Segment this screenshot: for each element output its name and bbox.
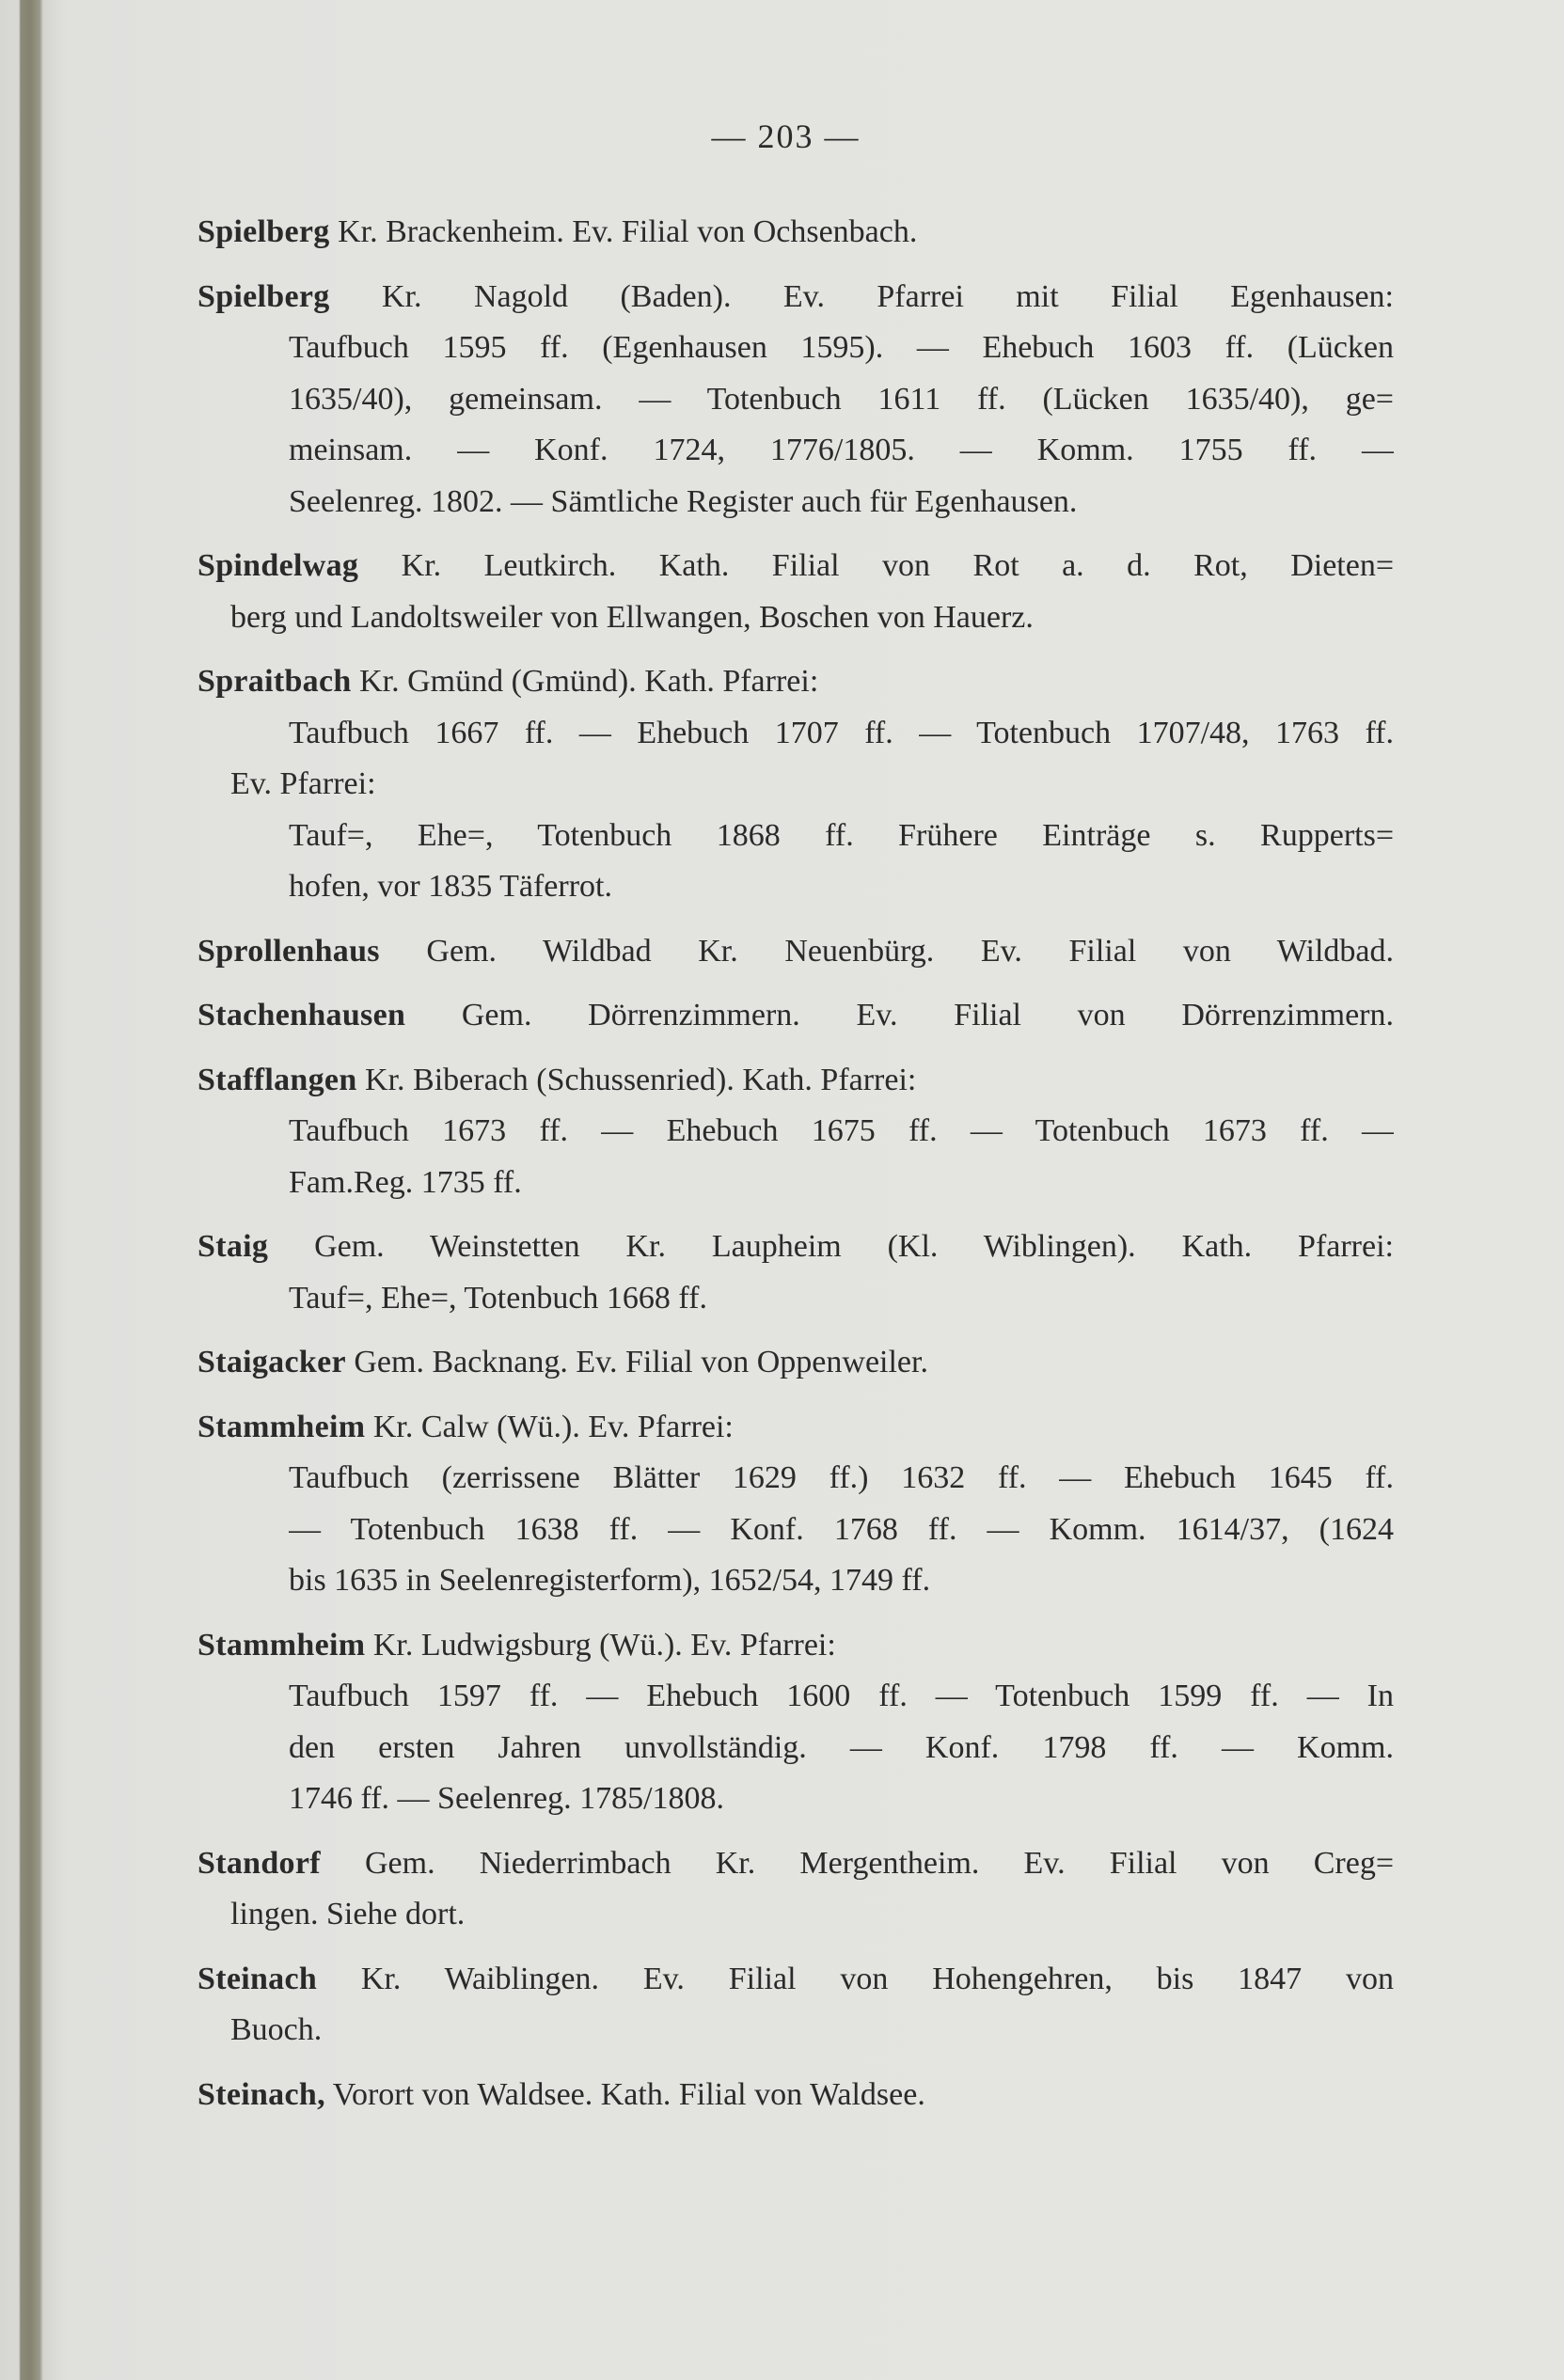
entry-line <box>230 1889 1394 1941</box>
entry-text: Kr. Ludwigsburg (Wü.). Ev. Pfarrei: <box>372 1627 836 1663</box>
entry-text: Kr. Nagold (Baden). Ev. Pfarrei mit Filial Egenhausen: <box>382 278 1394 314</box>
entry-line <box>230 759 1394 811</box>
entry-text: Tauf=, Ehe=, Totenbuch 1868 ff. Frühere Einträge s. Rupperts= <box>289 817 1394 853</box>
entry-first-line <box>197 1337 1394 1389</box>
entry-text: 1635/40), gemeinsam. — Totenbuch 1611 ff. (Lücken 1635/40), ge= <box>289 381 1394 417</box>
entry <box>197 656 1394 913</box>
entry-first-line <box>197 1222 1394 1273</box>
entry-text: Taufbuch 1595 ff. (Egenhausen 1595). — Ehebuch 1603 ff. (Lücken <box>289 330 1394 365</box>
entry <box>197 1620 1394 1825</box>
entry-text: Taufbuch 1597 ff. — Ehebuch 1600 ff. — Totenbuch 1599 ff. — In <box>289 1679 1394 1713</box>
entry-text: Kr. Brackenheim. Ev. Filial von Ochsenbach. <box>338 214 918 249</box>
entry <box>197 1402 1394 1607</box>
entry-first-line <box>197 2070 1394 2121</box>
entry <box>197 1954 1394 2057</box>
entry-line <box>289 1505 1394 1556</box>
place-name: Steinach, <box>197 2076 325 2112</box>
entry-line <box>289 1273 1394 1325</box>
entry-text: Taufbuch 1673 ff. — Ehebuch 1675 ff. — Totenbuch 1673 ff. — <box>289 1113 1394 1148</box>
page-number: — 203 — <box>711 118 861 155</box>
entry-text: meinsam. — Konf. 1724, 1776/1805. — Komm. 1755 ff. — <box>289 433 1394 467</box>
entry <box>197 1838 1394 1941</box>
entry-line <box>289 1453 1394 1505</box>
entry-line <box>289 1773 1394 1825</box>
entry-line <box>289 1158 1394 1209</box>
entry-first-line <box>197 541 1394 592</box>
entry-text: Kr. Waiblingen. Ev. Filial von Hohengehren, bis 1847 von <box>360 1961 1394 1996</box>
entry-text: Gem. Wildbad Kr. Neuenbürg. Ev. Filial von Wildbad. <box>426 933 1394 969</box>
entry-text: Gem. Weinstetten Kr. Laupheim (Kl. Wiblingen). Kath. Pfarrei: <box>314 1229 1394 1264</box>
place-name: Spielberg <box>197 214 330 249</box>
entry-text: Taufbuch 1667 ff. — Ehebuch 1707 ff. — Totenbuch 1707/48, 1763 ff. <box>289 715 1394 750</box>
entry-text: bis 1635 in Seelenregisterform), 1652/54, 1749 ff. <box>289 1563 931 1598</box>
entry-text: Gem. Dörrenzimmern. Ev. Filial von Dörrenzimmern. <box>461 998 1394 1032</box>
entry-first-line <box>197 1620 1394 1672</box>
entry-line <box>289 1671 1394 1723</box>
entry-text: Tauf=, Ehe=, Totenbuch 1668 ff. <box>289 1280 707 1316</box>
entry-text: Vorort von Waldsee. Kath. Filial von Waldsee. <box>332 2076 925 2112</box>
entry-line <box>230 592 1394 644</box>
entry-line <box>289 425 1394 477</box>
entry-text: Gem. Niederrimbach Kr. Mergentheim. Ev. Filial von Creg= <box>365 1845 1394 1881</box>
entry-first-line <box>197 656 1394 708</box>
entry <box>197 990 1394 1042</box>
entry-first-line <box>197 1402 1394 1454</box>
entry-text: Kr. Biberach (Schussenried). Kath. Pfarrei: <box>365 1062 917 1097</box>
entry-line <box>289 861 1394 913</box>
entry-text: Taufbuch (zerrissene Blätter 1629 ff.) 1632 ff. — Ehebuch 1645 ff. <box>289 1460 1394 1495</box>
entry <box>197 1337 1394 1389</box>
entry-line <box>289 374 1394 426</box>
entry-line <box>289 323 1394 374</box>
place-name: Spraitbach <box>197 664 352 699</box>
gazetteer-entries <box>197 207 1394 2134</box>
entry-text: Buoch. <box>230 2012 323 2047</box>
entry-line <box>289 1106 1394 1158</box>
place-name: Sprollenhaus <box>197 933 380 969</box>
entry-line <box>289 811 1394 862</box>
place-name: Steinach <box>197 1961 318 1996</box>
place-name: Staig <box>197 1229 269 1264</box>
place-name: Stammheim <box>197 1627 366 1663</box>
entry-line <box>289 1555 1394 1607</box>
entry-first-line <box>197 926 1394 978</box>
entry-first-line <box>197 990 1394 1042</box>
entry <box>197 207 1394 259</box>
entry <box>197 2070 1394 2121</box>
entry-text: Gem. Backnang. Ev. Filial von Oppenweiler. <box>354 1345 928 1379</box>
entry-text: Seelenreg. 1802. — Sämtliche Register auch für Egenhausen. <box>289 483 1078 519</box>
entry-line <box>289 708 1394 760</box>
place-name: Staigacker <box>197 1345 346 1379</box>
entry-text: den ersten Jahren unvollständig. — Konf. 1798 ff. — Komm. <box>289 1729 1394 1765</box>
entry-text: Kr. Calw (Wü.). Ev. Pfarrei: <box>372 1409 734 1444</box>
entry-first-line <box>197 1954 1394 2006</box>
entry-text: lingen. Siehe dort. <box>230 1897 466 1931</box>
entry-text: Ev. Pfarrei: <box>230 766 376 801</box>
place-name: Spindelwag <box>197 548 359 583</box>
entry <box>197 272 1394 528</box>
place-name: Stafflangen <box>197 1062 357 1097</box>
place-name: Spielberg <box>197 278 330 314</box>
entry-first-line <box>197 207 1394 259</box>
entry <box>197 1055 1394 1209</box>
entry-text: — Totenbuch 1638 ff. — Konf. 1768 ff. — Komm. 1614/37, (1624 <box>289 1511 1394 1547</box>
entry-text: Fam.Reg. 1735 ff. <box>289 1164 522 1200</box>
entry-line <box>230 2005 1394 2057</box>
entry-text: berg und Landoltsweiler von Ellwangen, Boschen von Hauerz. <box>230 599 1034 635</box>
place-name: Standorf <box>197 1845 321 1881</box>
entry-first-line <box>197 1838 1394 1890</box>
entry <box>197 926 1394 978</box>
entry-first-line <box>197 272 1394 323</box>
place-name: Stachenhausen <box>197 998 406 1032</box>
entry <box>197 1222 1394 1324</box>
entry-line <box>289 1723 1394 1774</box>
entry-text: 1746 ff. — Seelenreg. 1785/1808. <box>289 1781 725 1816</box>
entry-line <box>289 477 1394 528</box>
place-name: Stammheim <box>197 1409 366 1444</box>
entry-text: Kr. Leutkirch. Kath. Filial von Rot a. d. Rot, Dieten= <box>401 548 1394 583</box>
entry-text: hofen, vor 1835 Täferrot. <box>289 869 612 904</box>
entry-text: Kr. Gmünd (Gmünd). Kath. Pfarrei: <box>359 664 819 699</box>
entry-first-line <box>197 1055 1394 1107</box>
entry <box>197 541 1394 643</box>
